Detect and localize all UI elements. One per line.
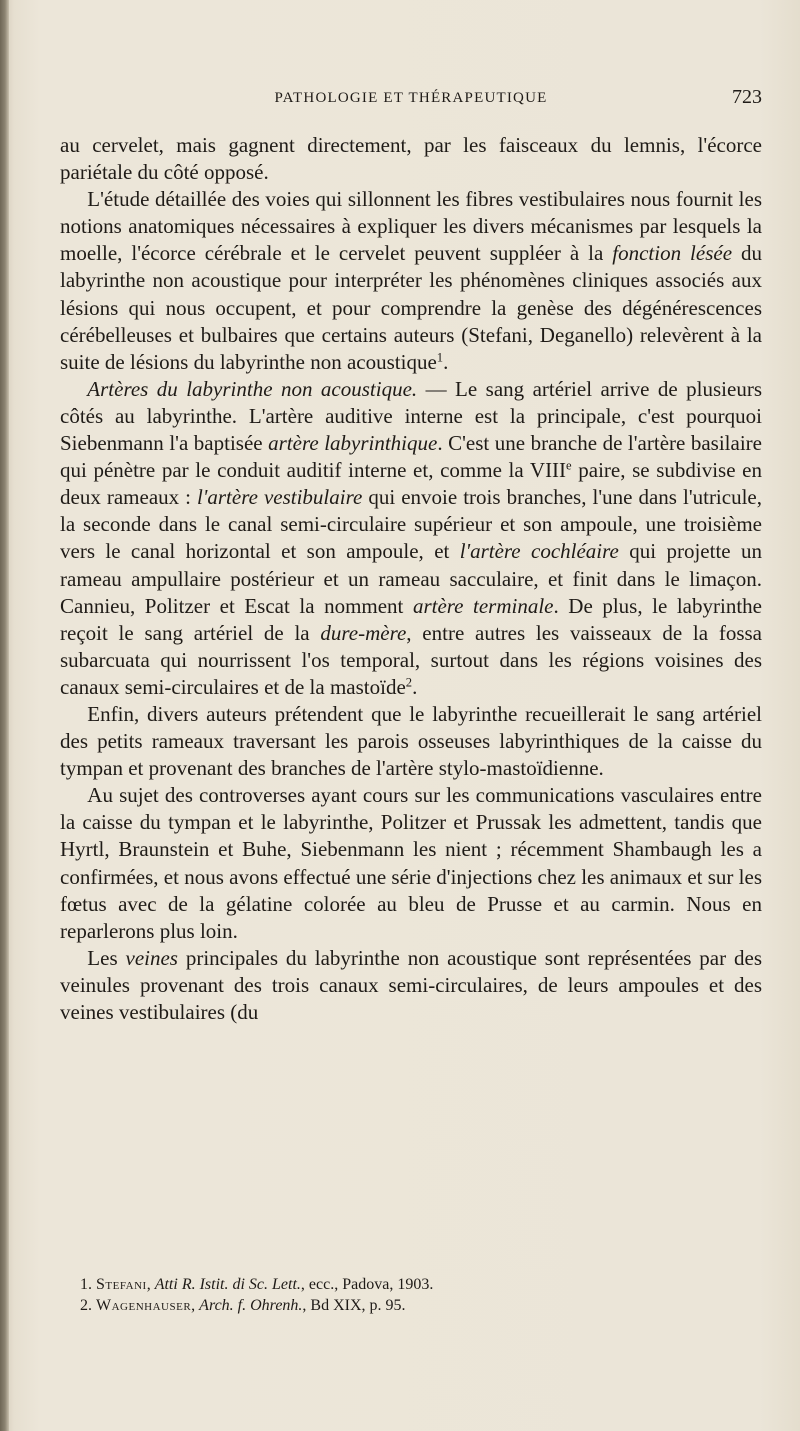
paragraph-3 [60,376,762,701]
footnotes [80,1274,760,1316]
footnote-ref: 2 [405,675,413,690]
text-run: L'étude détaillée des voies qui sillonnent les fibres vestibulaires nous fournit les notions anatomiques nécessaires à expliquer les divers mécanismes par lesquels la moelle, l'écorce cérébrale et le cervelet peuvent suppléer à la [60,187,762,266]
footnote-number: 1. [80,1276,92,1293]
running-title: PATHOLOGIE ET THÉRAPEUTIQUE [274,90,548,106]
footnote-number: 2. [80,1297,92,1314]
italic-term: l'artère vestibulaire [197,485,363,510]
footnote-ref: 1 [436,350,444,365]
text-run: . C'est une branche de l'artère basilaire qui pénètre par le conduit auditif interne et, comme la VIII [60,431,762,483]
page-header [60,86,762,116]
superscript: e [566,458,572,473]
italic-term: fonction lésée [612,241,733,266]
footnote-1 [80,1274,760,1295]
footnote-rest: , ecc., Padova, 1903. [300,1276,434,1293]
footnote-rest: , Bd XIX, p. 95. [302,1297,406,1314]
italic-term: dure-mère [320,620,407,645]
section-heading: Artères du labyrinthe non acoustique. [87,376,418,401]
paragraph-2 [60,186,762,376]
footnote-author: Wagenhauser [96,1297,192,1314]
text-run: qui envoie trois branches, l'une dans l'utricule, la seconde dans le canal semi-circulaire supérieur et son ampoule, une troisième vers le canal horizontal et son ampoule, et [60,485,762,564]
footnote-separator: , [146,1276,155,1293]
italic-term: veines [125,945,178,970]
italic-term: l'artère cochléaire [459,539,619,564]
footnote-separator: , [191,1297,200,1314]
paragraph-6 [60,945,762,1026]
text-run: principales du labyrinthe non acoustique sont représentées par des veinules provenant des trois canaux semi-circulaires, de leurs ampoules et des veines vestibulaires (du [60,945,762,1024]
text-run: Les [87,945,126,970]
footnote-2 [80,1295,760,1316]
text-run: . [443,349,449,374]
paragraph-1: au cervelet, mais gagnent directement, par les faisceaux du lemnis, l'écorce pariétale du côté opposé. [60,133,762,185]
body-text [60,132,762,1026]
page-number: 723 [732,86,762,108]
italic-term: artère terminale [412,593,554,618]
italic-term: artère labyrinthique [268,431,438,456]
text-run: . De plus, le labyrinthe reçoit le sang artériel de la [60,593,762,645]
text-run: qui projette un rameau ampullaire postérieur et un rameau sacculaire, et finit dans le limaçon. Cannieu, Politzer et Escat la nomment [60,539,763,618]
text-run: . [412,674,418,699]
paragraph-4: Enfin, divers auteurs prétendent que le labyrinthe recueillerait le sang artériel des petits rameaux traversant les parois osseuses labyrinthiques de la caisse du tympan et provenant des branches de l'artère stylo-mastoïdienne. [60,701,762,781]
text-run: — Le sang artériel arrive de plusieurs côtés au labyrinthe. L'artère auditive interne est la principale, c'est pourquoi Siebenmann l'a baptisée [60,376,762,456]
text-run: du labyrinthe non acoustique pour interpréter les phénomènes cliniques associés aux lésions qui nous occupent, et pour comprendre la genèse des dégénérescences cérébelleuses et bulbaires que certains auteurs (Stefani, Deganello) relevèrent à la suite de lésions du labyrinthe non acoustique [60,241,762,374]
text-run: , entre autres les vaisseaux de la fossa subarcuata qui nourrissent l'os temporal, surtout dans les régions voisines des canaux semi-circulaires et de la mastoïde [60,620,762,699]
paragraph-5: Au sujet des controverses ayant cours sur les communications vasculaires entre la caisse du tympan et le labyrinthe, Politzer et Prussak les admettent, tandis que Hyrtl, Braunstein et Buhe, Siebenmann les nient ; récemment Shambaugh les a confirmées, et nous avons effectué une série d'injections chez les animaux et sur les fœtus avec de la gélatine colorée au bleu de Prusse et au carmin. Nous en reparlerons plus loin. [60,783,762,943]
footnote-author: Stefani [96,1276,147,1293]
footnote-work: Arch. f. Ohrenh. [199,1297,303,1314]
footnote-work: Atti R. Istit. di Sc. Lett. [154,1276,301,1293]
book-binding-edge [0,0,9,1431]
text-run: paire, se subdivise en deux rameaux : [60,458,762,510]
